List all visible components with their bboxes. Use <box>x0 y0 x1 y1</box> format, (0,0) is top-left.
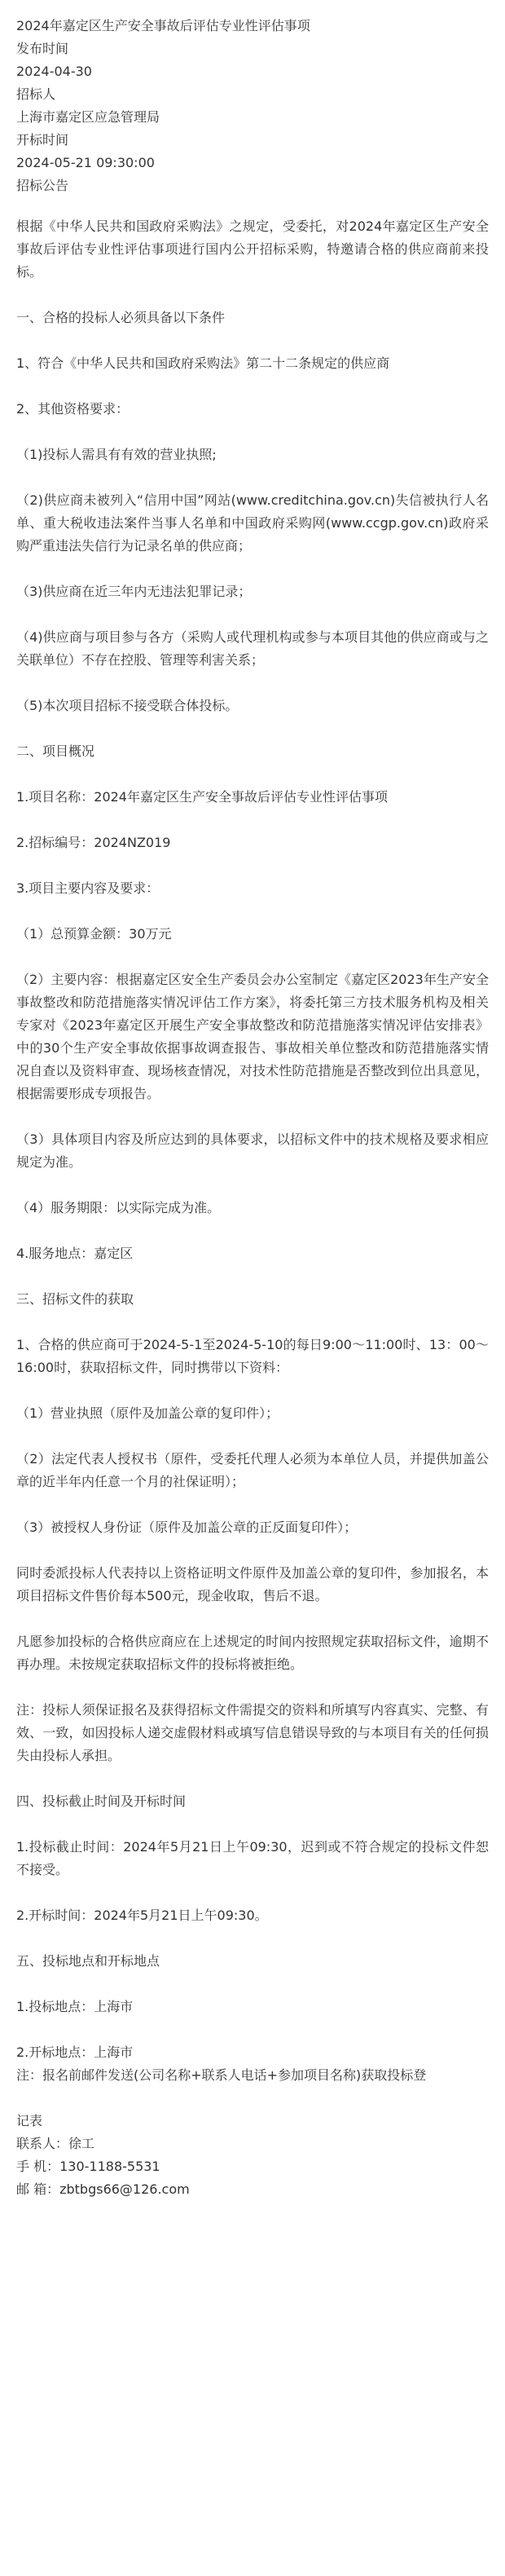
body-paragraph: 1、符合《中华人民共和国政府采购法》第二十二条规定的供应商 <box>16 355 390 371</box>
body-paragraph: 1.投标截止时间：2024年5月21日上午09:30，迟到或不符合规定的投标文件恕不接受。 <box>16 1839 489 1877</box>
open-place: 2.开标地点：上海市 <box>16 2044 134 2060</box>
section-heading: 三、招标文件的获取 <box>16 1291 134 1307</box>
body-paragraph: 1.项目名称：2024年嘉定区生产安全事故后评估专业性评估事项 <box>16 789 388 805</box>
notice-header <box>0 0 505 197</box>
publish-label: 发布时间 <box>16 41 69 56</box>
body-paragraph: 3.项目主要内容及要求： <box>16 880 160 896</box>
body-paragraph: 2.开标时间：2024年5月21日上午09:30。 <box>16 1908 268 1923</box>
body-paragraph: （1）总预算金额：30万元 <box>16 926 172 942</box>
contact-block <box>0 2041 505 2201</box>
body-paragraph: （4）服务期限：以实际完成为准。 <box>16 1200 221 1215</box>
open-time-label: 开标时间 <box>16 132 69 148</box>
section-heading: 二、项目概况 <box>16 743 95 759</box>
body-paragraph: 凡愿参加投标的合格供应商应在上述规定的时间内按照规定获取招标文件，逾期不再办理。未按规定获取招标文件的投标将被拒绝。 <box>16 1634 489 1672</box>
body-paragraph: （1)投标人需具有有效的营业执照; <box>16 447 217 462</box>
section-heading: 五、投标地点和开标地点 <box>16 1953 160 1969</box>
body-paragraph: 2.招标编号：2024NZ019 <box>16 835 171 850</box>
body-paragraph: 1.投标地点：上海市 <box>16 1999 134 2014</box>
body-paragraph: （3）被授权人身份证（原件及加盖公章的正反面复印件）； <box>16 1520 358 1535</box>
body-paragraph: （1）营业执照（原件及加盖公章的复印件）； <box>16 1405 279 1421</box>
notice-title: 2024年嘉定区生产安全事故后评估专业性评估事项 <box>16 18 310 33</box>
body-paragraph: 2、其他资格要求： <box>16 401 130 417</box>
registration-note-end: 记表 <box>16 2113 43 2128</box>
notice-type-label: 招标公告 <box>16 178 69 193</box>
spacer <box>16 2087 489 2110</box>
body-paragraph: （4)供应商与项目参与各方（采购人或代理机构或参与本项目其他的供应商或与之关联单位）不存在控股、管理等利害关系； <box>16 629 489 668</box>
body-paragraph: （3）具体项目内容及所应达到的具体要求，以招标文件中的技术规格及要求相应规定为准。 <box>16 1131 489 1170</box>
registration-note: 注：报名前邮件发送(公司名称+联系人电话+参加项目名称)获取投标登 <box>16 2067 427 2083</box>
publish-date: 2024-04-30 <box>16 64 92 79</box>
body-paragraph: （2）法定代表人授权书（原件，受委托代理人必须为本单位人员，并提供加盖公章的近半年内任意一个月的社保证明）； <box>16 1451 489 1489</box>
body-paragraph: （3)供应商在近三年内无违法犯罪记录； <box>16 584 252 599</box>
contact-email: 邮 箱：zbtbgs66@126.com <box>16 2181 190 2197</box>
section-heading: 一、合格的投标人必须具备以下条件 <box>16 310 226 325</box>
body-paragraph: （2）主要内容：根据嘉定区安全生产委员会办公室制定《嘉定区2023年生产安全事故整改和防范措施落实情况评估工作方案》，将委托第三方技术服务机构及相关专家对《2023年嘉定区开展生产安全事故整改和防范措施落实情况评估安排表》中的30个生产安全事故依据事故调查报告、事故相关单位整改和防范措施落实情况自查以及资料审查、现场核查情况，对技术性防范措施是否整改到位出具意见，根据需要形成专项报告。 <box>16 972 489 1101</box>
intro-paragraph: 根据《中华人民共和国政府采购法》之规定，受委托，对2024年嘉定区生产安全事故后评估专业性评估事项进行国内公开招标采购，特邀请合格的供应商前来投标。 <box>16 218 489 280</box>
body-paragraph: 4.服务地点：嘉定区 <box>16 1246 134 1261</box>
tenderer-label: 招标人 <box>16 86 56 102</box>
body-paragraph: （2)供应商未被列入“信用中国”网站(www.creditchina.gov.cn)失信被执行人名单、重大税收违法案件当事人名单和中国政府采购网(www.ccgp.gov.cn)政府采购严重违法失信行为记录名单的供应商； <box>16 492 489 554</box>
open-time-value: 2024-05-21 09:30:00 <box>16 155 155 170</box>
section-heading: 四、投标截止时间及开标时间 <box>16 1793 187 1809</box>
contact-phone: 手 机：130-1188-5531 <box>16 2159 160 2174</box>
contact-person: 联系人：徐工 <box>16 2136 95 2151</box>
body-paragraph: 1、合格的供应商可于2024-5-1至2024-5-10的每日9:00～11:00时、13：00～16:00时，获取招标文件，同时携带以下资料： <box>16 1337 489 1375</box>
announcement-body <box>0 197 505 2018</box>
body-paragraph: （5)本次项目招标不接受联合体投标。 <box>16 698 239 713</box>
body-paragraph: 同时委派投标人代表持以上资格证明文件原件及加盖公章的复印件，参加报名，本项目招标文件售价每本500元，现金收取，售后不退。 <box>16 1565 489 1603</box>
body-paragraph: 注：投标人须保证报名及获得招标文件需提交的资料和所填写内容真实、完整、有效、一致，如因投标人递交虚假材料或填写信息错误导致的与本项目有关的任何损失由投标人承担。 <box>16 1702 489 1763</box>
tenderer-name: 上海市嘉定区应急管理局 <box>16 109 160 125</box>
